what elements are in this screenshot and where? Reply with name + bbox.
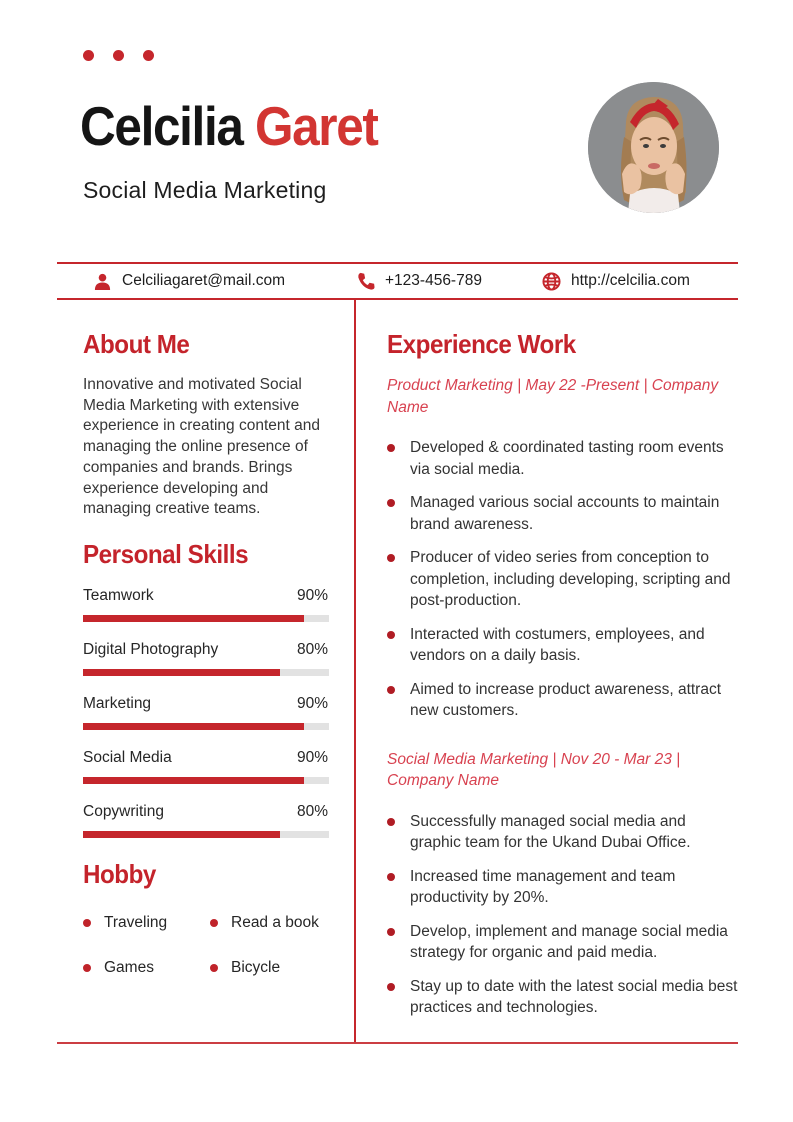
hobby-label: Read a book (231, 913, 319, 931)
hobby-item (83, 914, 210, 932)
skill-label: Marketing (83, 694, 152, 712)
bullet-text: Aimed to increase product awareness, attract new customers. (410, 680, 722, 719)
skill-bar-fill (83, 831, 280, 838)
experience-bullet (387, 492, 739, 535)
bullet-text: Successfully managed social media and graphic team for the Ukand Dubai Office. (410, 812, 691, 851)
hobby-label: Games (104, 958, 154, 976)
bullet-icon (83, 919, 91, 927)
skill-bar (83, 777, 329, 784)
skill-label: Copywriting (83, 802, 164, 820)
hobby-list (83, 914, 328, 977)
bullet-text: Interacted with costumers, employees, and vendors on a daily basis. (410, 625, 705, 664)
personal-skills-title: Personal Skills (83, 538, 249, 569)
experience-bullet (387, 624, 739, 667)
job-heading: Social Media Marketing | Nov 20 - Mar 23 | Company Name (387, 750, 681, 789)
hobby-label: Bicycle (231, 958, 281, 976)
bullet-icon (387, 499, 395, 507)
skill-label: Teamwork (83, 586, 154, 604)
dot-icon (143, 50, 154, 61)
skill-row (83, 641, 328, 676)
skill-bar-fill (83, 777, 304, 784)
skill-row (83, 749, 328, 784)
hobby-label: Traveling (104, 913, 168, 931)
phone-icon (357, 272, 375, 290)
experience-title: Experience Work (387, 329, 576, 359)
experience-bullet (387, 811, 739, 854)
skill-bar-fill (83, 615, 304, 622)
experience-bullet (387, 437, 739, 480)
profile-photo (588, 82, 719, 213)
right-column (387, 302, 739, 1031)
bullet-text: Increased time management and team productivity by 20%. (410, 867, 676, 906)
bullet-icon (387, 554, 395, 562)
website-text: http://celcilia.com (571, 272, 690, 289)
phone-text: +123-456-789 (385, 272, 482, 289)
bullet-text: Stay up to date with the latest social media best practices and technologies. (410, 977, 738, 1016)
dot-icon (113, 50, 124, 61)
experience-bullet (387, 921, 739, 964)
skill-percent: 90% (296, 694, 328, 712)
bullet-text: Managed various social accounts to maintain brand awareness. (410, 494, 720, 533)
skill-row (83, 695, 328, 730)
first-name: Celcilia (80, 95, 243, 157)
resume-body (57, 302, 738, 1044)
experience-bullet (387, 679, 739, 722)
bullet-icon (387, 873, 395, 881)
email-text: Celciliagaret@mail.com (122, 272, 286, 289)
skill-bar (83, 831, 329, 838)
bullet-icon (387, 686, 395, 694)
hobby-title: Hobby (83, 858, 156, 889)
contact-phone[interactable] (357, 264, 482, 298)
bullet-icon (210, 964, 218, 972)
bullet-icon (83, 964, 91, 972)
hobby-item (83, 959, 210, 977)
skill-label: Digital Photography (83, 640, 219, 658)
person-name (80, 94, 378, 158)
skill-bar-fill (83, 669, 280, 676)
skill-bar (83, 615, 329, 622)
skill-percent: 90% (296, 586, 328, 604)
experience-job (387, 749, 739, 1019)
skill-percent: 80% (296, 802, 328, 820)
about-me-text: Innovative and motivated Social Media Marketing with extensive experience in creating content and managing the online presence of companies and brands. Brings experience developing and managing creative teams. (83, 376, 320, 518)
skill-row (83, 587, 328, 622)
hobby-item (210, 914, 328, 932)
last-name: Garet (254, 95, 378, 157)
user-icon (93, 272, 112, 291)
decorative-dots (83, 50, 154, 61)
about-me-title: About Me (83, 329, 190, 359)
bullet-icon (387, 444, 395, 452)
experience-bullet (387, 866, 739, 909)
experience-bullet (387, 976, 739, 1019)
portrait-illustration (588, 82, 719, 213)
skill-bar (83, 669, 329, 676)
bullet-icon (387, 631, 395, 639)
skill-percent: 90% (296, 748, 328, 766)
skill-row (83, 803, 328, 838)
bullet-icon (210, 919, 218, 927)
skill-bar (83, 723, 329, 730)
contact-bar (57, 262, 738, 300)
contact-website[interactable] (542, 264, 690, 298)
bullet-icon (387, 818, 395, 826)
bullet-icon (387, 928, 395, 936)
column-divider (354, 300, 356, 1042)
bullet-text: Develop, implement and manage social media strategy for organic and paid media. (410, 922, 728, 961)
bullet-icon (387, 983, 395, 991)
globe-icon (542, 272, 561, 291)
hobby-item (210, 959, 328, 977)
contact-email[interactable] (93, 264, 285, 298)
skills-list (83, 587, 328, 838)
bullet-text: Producer of video series from conception to completion, including developing, scripting and post-production. (410, 549, 731, 609)
skill-bar-fill (83, 723, 304, 730)
left-column (83, 302, 328, 977)
experience-job (387, 375, 739, 722)
bullet-text: Developed & coordinated tasting room events via social media. (410, 439, 724, 478)
job-title: Social Media Marketing (83, 177, 327, 203)
job-heading: Product Marketing | May 22 -Present | Company Name (387, 377, 719, 416)
skill-label: Social Media (83, 748, 172, 766)
dot-icon (83, 50, 94, 61)
experience-bullet (387, 547, 739, 612)
skill-percent: 80% (296, 640, 328, 658)
